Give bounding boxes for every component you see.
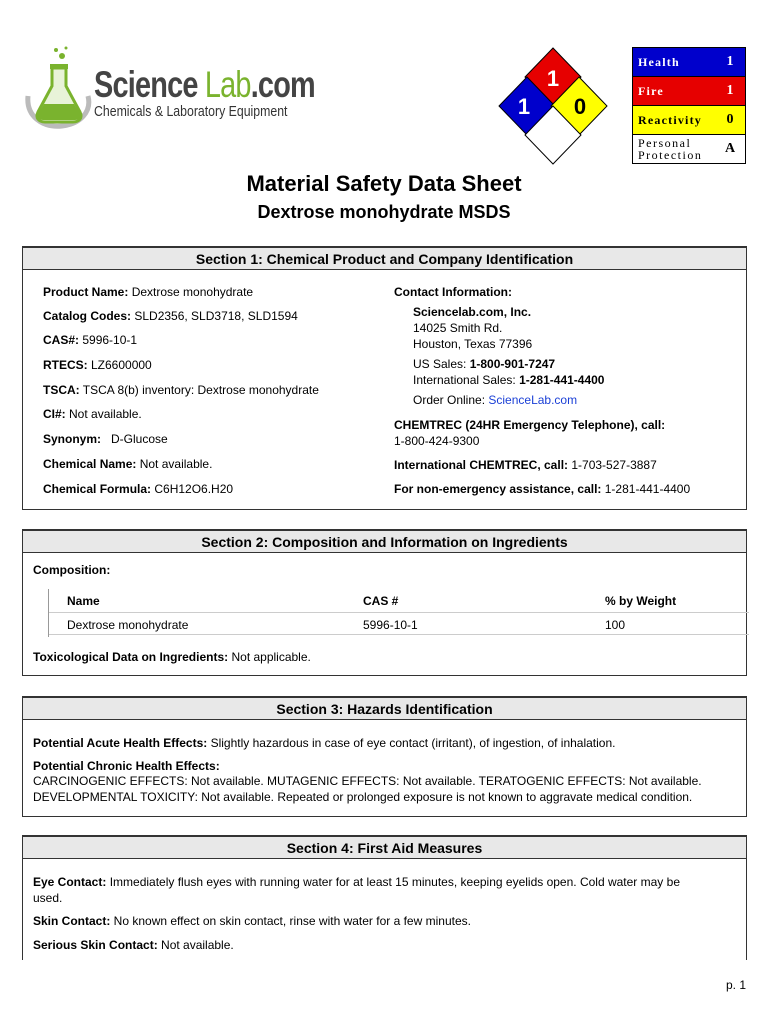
serious-skin-contact: Serious Skin Contact: Not available. (33, 938, 234, 952)
intl-chemtrec: International CHEMTREC, call: 1-703-527-3887 (394, 458, 657, 472)
tsca: TSCA: TSCA 8(b) inventory: Dextrose monohydrate (43, 383, 319, 397)
rating-personal-protection: Personal Protection A (633, 135, 745, 163)
rating-fire: Fire 1 (633, 77, 745, 106)
document-subtitle: Dextrose monohydrate MSDS (257, 202, 511, 222)
chronic-effects-label: Potential Chronic Health Effects: (33, 759, 220, 773)
section-2 (22, 529, 747, 676)
chemical-formula: Chemical Formula: C6H12O6.H20 (43, 482, 234, 496)
address-line-1: 14025 Smith Rd. (413, 321, 503, 335)
section-3 (22, 696, 747, 817)
synonym: Synonym: D-Glucose (43, 432, 168, 446)
tox-data: Toxicological Data on Ingredients: Not applicable. (33, 650, 311, 664)
nfpa-health-value: 1 (517, 94, 531, 119)
nfpa-reactivity-value: 0 (573, 94, 587, 119)
table-row: Dextrose monohydrate 5996-10-1 100 (49, 612, 749, 635)
chemical-name: Chemical Name: Not available. (43, 457, 213, 471)
company-name: Sciencelab.com, Inc. (413, 305, 532, 319)
acute-effects: Potential Acute Health Effects: Slightly hazardous in case of eye contact (irritant), of ingestion, of inhalation. (33, 736, 616, 750)
contact-info-label: Contact Information: (394, 285, 512, 299)
section-4 (22, 835, 747, 960)
section-4-heading: Section 4: First Aid Measures (23, 835, 746, 859)
intl-sales: International Sales: 1-281-441-4400 (413, 373, 605, 387)
rating-health: Health 1 (633, 48, 745, 77)
nfpa-diamond (498, 46, 608, 166)
chemtrec-label: CHEMTREC (24HR Emergency Telephone), call: (394, 418, 666, 432)
chemtrec-phone: 1-800-424-9300 (394, 434, 480, 448)
hazard-ratings-table (632, 47, 746, 164)
composition-label: Composition: (33, 563, 111, 577)
ci-number: CI#: Not available. (43, 407, 142, 421)
rating-reactivity: Reactivity 0 (633, 106, 745, 135)
cas-number: CAS#: 5996-10-1 (43, 333, 138, 347)
chronic-effects-line-1: CARCINOGENIC EFFECTS: Not available. MUTAGENIC EFFECTS: Not available. TERATOGENIC EFFECTS: Not available. (33, 774, 702, 788)
skin-contact: Skin Contact: No known effect on skin contact, rinse with water for a few minutes. (33, 914, 471, 928)
address-line-2: Houston, Texas 77396 (413, 337, 533, 351)
rtecs: RTECS: LZ6600000 (43, 358, 152, 372)
eye-contact-cont: used. (33, 891, 63, 905)
non-emergency: For non-emergency assistance, call: 1-281-441-4400 (394, 482, 691, 496)
document-title: Material Safety Data Sheet (246, 171, 522, 196)
product-name: Product Name: Dextrose monohydrate (43, 285, 254, 299)
composition-table (48, 589, 748, 637)
nfpa-fire-value: 1 (546, 66, 560, 91)
section-3-heading: Section 3: Hazards Identification (23, 696, 746, 720)
section-1-heading: Section 1: Chemical Product and Company Identification (23, 246, 746, 270)
eye-contact: Eye Contact: Immediately flush eyes with running water for at least 15 minutes, keeping eyelids open. Cold water may be (33, 875, 680, 889)
page-number: p. 1 (725, 978, 746, 992)
chronic-effects-line-2: DEVELOPMENTAL TOXICITY: Not available. Repeated or prolonged exposure is not known to aggravate medical condition. (33, 790, 693, 804)
table-header: Name CAS # % by Weight (67, 594, 677, 608)
sciencelab-link[interactable]: ScienceLab.com (488, 393, 578, 407)
logo-wordmark: Science Lab.com (94, 64, 315, 105)
logo-tagline: Chemicals & Laboratory Equipment (94, 103, 288, 120)
sciencelab-logo (22, 46, 315, 132)
catalog-codes: Catalog Codes: SLD2356, SLD3718, SLD1594 (43, 309, 298, 323)
section-1 (22, 246, 747, 510)
section-2-heading: Section 2: Composition and Information on Ingredients (23, 529, 746, 553)
order-online: Order Online: ScienceLab.com (413, 393, 578, 407)
us-sales: US Sales: 1-800-901-7247 (413, 357, 556, 371)
flask-icon (22, 46, 96, 132)
